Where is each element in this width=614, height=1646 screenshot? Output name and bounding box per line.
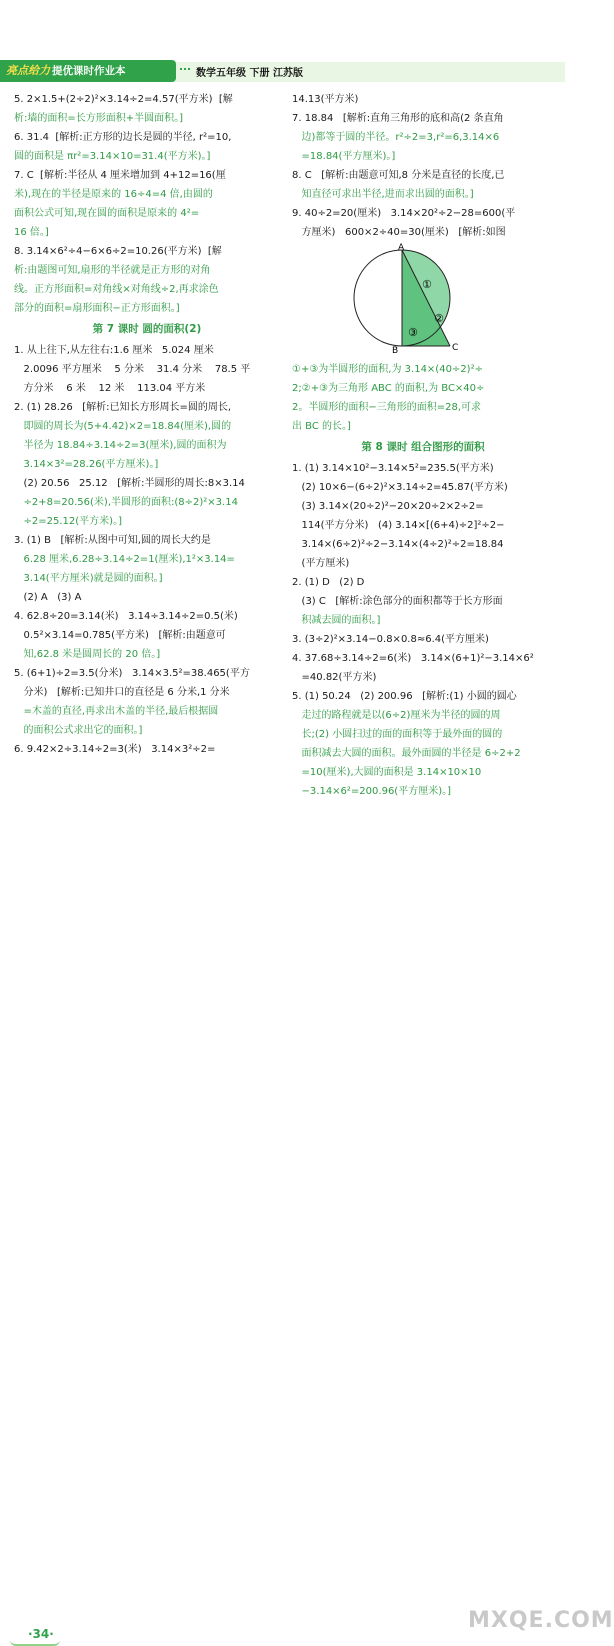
answer-line: (2) 10×6−(6÷2)²×3.14÷2=45.87(平方米)	[292, 482, 508, 493]
answer-line: 面积公式可知,现在圆的面积是原来的 4²=	[14, 208, 200, 219]
answer-line: 出 BC 的长。]	[292, 421, 351, 432]
answer-line: 9. 40÷2=20(厘米) 3.14×20²÷2−28=600(平	[292, 208, 516, 219]
answer-line: 3.14×(6÷2)²÷2−3.14×(4÷2)²÷2=18.84	[292, 539, 504, 550]
region-1: ①	[422, 278, 432, 291]
answer-line: 线。正方形面积=对角线×对角线÷2,再求涂色	[14, 284, 219, 295]
answer-line: (3) C [解析:涂色部分的面积都等于长方形面	[292, 596, 503, 607]
answer-line: 积减去圆的面积。]	[292, 615, 381, 626]
page-header	[0, 0, 565, 82]
answer-line: 圆的面积是 πr²=3.14×10=31.4(平方米)。]	[14, 151, 211, 162]
answer-line: (平方厘米)	[292, 558, 350, 569]
answer-line: 3.14(平方厘米)就是圆的面积。]	[14, 573, 163, 584]
answer-line: =40.82(平方米)	[292, 672, 377, 683]
answer-line: 4. 62.8÷20=3.14(米) 3.14÷3.14÷2=0.5(米)	[14, 611, 238, 622]
right-column	[292, 90, 554, 801]
label-b: B	[392, 346, 399, 356]
answer-line: 6. 31.4 [解析:正方形的边长是圆的半径, r²=10,	[14, 132, 232, 143]
answer-line: 2。半圆形的面积−三角形的面积=28,可求	[292, 402, 482, 413]
answer-line: 半径为 18.84÷3.14÷2=3(厘米),圆的面积为	[14, 440, 227, 451]
answer-line: 分米) [解析:已知井口的直径是 6 分米,1 分米	[14, 687, 230, 698]
answer-line: 8. 3.14×6²÷4−6×6÷2=10.26(平方米) [解	[14, 246, 222, 257]
answer-line: 16 倍。]	[14, 227, 49, 238]
answer-line: ÷2=25.12(平方米)。]	[14, 516, 122, 527]
semicircle-figure	[372, 243, 554, 356]
right-bottom-answers	[292, 360, 554, 801]
series-title: 提优课时作业本	[52, 65, 126, 77]
answer-line: −3.14×6²=200.96(平方厘米)。]	[292, 786, 452, 797]
answer-line: 面积减去大圆的面积。最外面圆的半径是 6÷2+2	[292, 748, 521, 759]
answer-line: 析:由题图可知,扇形的半径就是正方形的对角	[14, 265, 211, 276]
answer-line: 析:墙的面积=长方形面积+半圆面积。]	[14, 113, 184, 124]
answer-line: 的面积公式求出它的面积。]	[14, 725, 143, 736]
brand-logo: 亮点给力	[6, 64, 50, 77]
answer-line: 即圆的周长为(5+4.42)×2=18.84(厘米),圆的	[14, 421, 232, 432]
watermark: MXQE.COM	[468, 1608, 614, 1633]
answer-line: 3. (3÷2)²×3.14−0.8×0.8≈6.4(平方厘米)	[292, 634, 489, 645]
label-c: C	[452, 343, 459, 353]
answer-line: 走过的路程就是以(6÷2)厘米为半径的圆的周	[292, 710, 501, 721]
answer-line: 2.0096 平方厘米 5 分米 31.4 分米 78.5 平	[14, 364, 251, 375]
label-a: A	[398, 243, 405, 253]
answer-line: 知直径可求出半径,进而求出圆的面积。]	[292, 189, 474, 200]
answer-line: 方分米 6 米 12 米 113.04 平方米	[14, 383, 206, 394]
answer-line: =10(厘米),大圆的面积是 3.14×10×10	[292, 767, 482, 778]
answer-line: 2. (1) D (2) D	[292, 577, 365, 588]
answer-line: 8. C [解析:由题意可知,8 分米是直径的长度,已	[292, 170, 505, 181]
answer-line: 2. (1) 28.26 [解析:已知长方形周长=圆的周长,	[14, 402, 232, 413]
answer-line: (2) 20.56 25.12 [解析:半圆形的周长:8×3.14	[14, 478, 245, 489]
answer-line: 5. (6+1)÷2=3.5(分米) 3.14×3.5²=38.465(平方	[14, 668, 250, 679]
answer-line: =木盖的直径,再求出木盖的半径,最后根据圆	[14, 706, 219, 717]
page-number: ·34·	[28, 1627, 54, 1641]
section-heading: 第 8 课时 组合图形的面积	[361, 441, 485, 453]
answer-line: ÷2+8=20.56(米),半圆形的面积:(8÷2)²×3.14	[14, 497, 238, 508]
answer-line: 长;(2) 小圆扫过的面的面积等于最外面的圆的	[292, 729, 503, 740]
answer-line: ①+③为半圆形的面积,为 3.14×(40÷2)²÷	[292, 364, 483, 375]
answer-line: 米),现在的半径是原来的 16÷4=4 倍,由圆的	[14, 189, 213, 200]
answer-line: 0.5²×3.14=0.785(平方米) [解析:由题意可	[14, 630, 226, 641]
answer-line: (2) A (3) A	[14, 592, 82, 603]
answer-line: 部分的面积=扇形面积−正方形面积。]	[14, 303, 180, 314]
answer-line: 方厘米) 600×2÷40=30(厘米) [解析:如图	[292, 227, 506, 238]
figure-svg	[372, 243, 482, 356]
answer-line: 边)都等于圆的半径。r²÷2=3,r²=6,3.14×6	[292, 132, 500, 143]
answer-line: 4. 37.68÷3.14÷2=6(米) 3.14×(6+1)²−3.14×6²	[292, 653, 534, 664]
right-top-answers	[292, 90, 554, 242]
answer-line: 5. 2×1.5+(2÷2)²×3.14÷2=4.57(平方米) [解	[14, 94, 233, 105]
answer-line: 7. C [解析:半径从 4 厘米增加到 4+12=16(厘	[14, 170, 226, 181]
section-heading: 第 7 课时 圆的面积(2)	[92, 323, 202, 335]
answer-line: 2;②+③为三角形 ABC 的面积,为 BC×40÷	[292, 383, 485, 394]
answer-line: 7. 18.84 [解析:直角三角形的底和高(2 条直角	[292, 113, 504, 124]
answer-line: =18.84(平方厘米)。]	[292, 151, 396, 162]
answer-line: 6.28 厘米,6.28÷3.14÷2=1(厘米),1²×3.14=	[14, 554, 235, 565]
answer-line: 114(平方分米) (4) 3.14×[(6+4)÷2]²÷2−	[292, 520, 505, 531]
answer-line: 知,62.8 米是圆周长的 20 倍。]	[14, 649, 161, 660]
left-column	[14, 90, 280, 759]
book-info: 数学五年级 下册 江苏版	[196, 68, 303, 79]
answer-line: (3) 3.14×(20÷2)²−20×20÷2×2÷2=	[292, 501, 484, 512]
region-3: ③	[408, 326, 418, 339]
answer-line: 3. (1) B [解析:从图中可知,圆的周长大约是	[14, 535, 211, 546]
answer-line: 14.13(平方米)	[292, 94, 359, 105]
dots-decoration	[180, 68, 190, 76]
page-footer	[0, 808, 614, 1641]
answer-line: 6. 9.42×2÷3.14÷2=3(米) 3.14×3²÷2=	[14, 744, 216, 755]
region-2: ②	[434, 312, 444, 325]
answer-line: 5. (1) 50.24 (2) 200.96 [解析:(1) 小圆的圆心	[292, 691, 517, 702]
answer-line: 3.14×3²=28.26(平方厘米)。]	[14, 459, 159, 470]
answer-line: 1. (1) 3.14×10²−3.14×5²=235.5(平方米)	[292, 463, 494, 474]
answer-line: 1. 从上往下,从左往右:1.6 厘米 5.024 厘米	[14, 345, 214, 356]
